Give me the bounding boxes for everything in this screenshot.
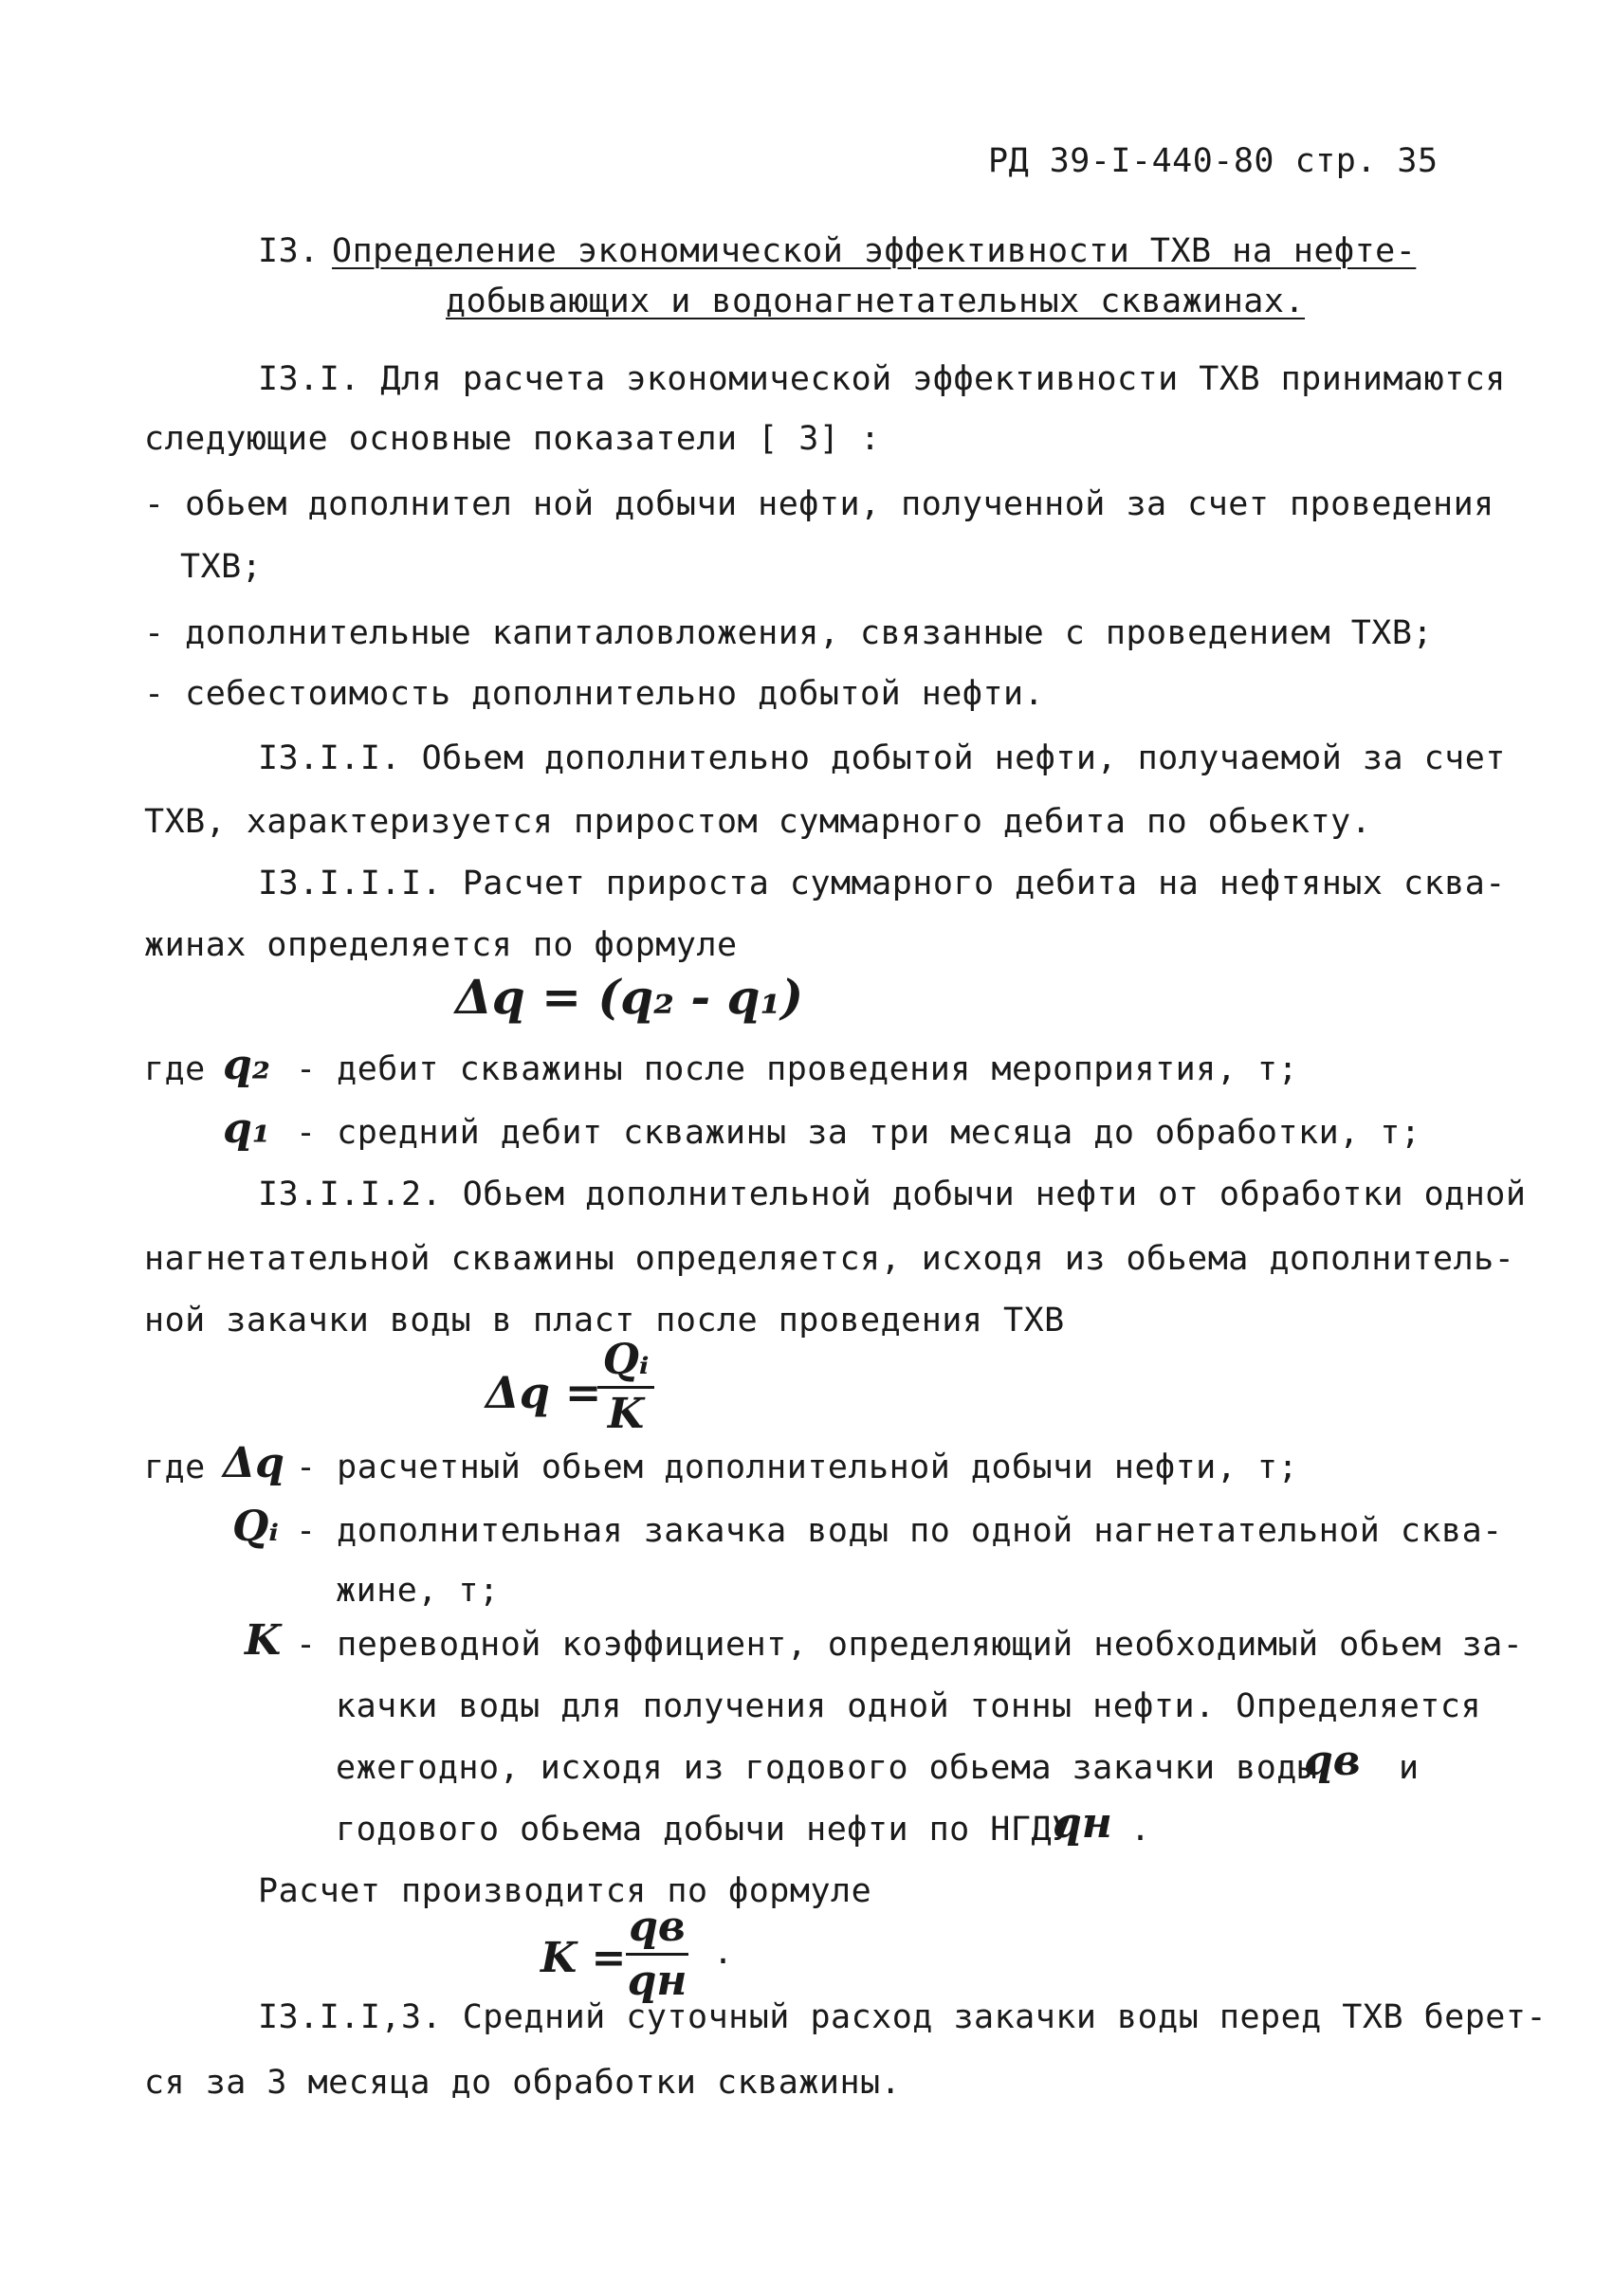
paragraph-13-1-1-2-line-1: I3.I.I.2. Обьем дополнительной добычи нефти от обработки одной	[258, 1175, 1527, 1213]
paragraph-13-1-1-3-line-2: ся за 3 месяца до обработки скважины.	[144, 2064, 902, 2102]
definition-k-line-4: годового обьема добычи нефти по НГДУ	[336, 1811, 1072, 1849]
formula-delta-q-injection-fraction	[597, 1337, 654, 1438]
bullet-1-line-2: ТХВ;	[180, 548, 263, 586]
bullet-2: - дополнительные капиталовложения, связанные с проведением ТХВ;	[144, 614, 1434, 652]
definition-k-line-3: ежегодно, исходя из годового обьема закачки воды	[336, 1749, 1318, 1787]
formula-k-lhs: K =	[541, 1934, 627, 1982]
paragraph-13-1-1-1-line-2: жинах определяется по формуле	[144, 926, 738, 964]
definition-q1: - средний дебит скважины за три месяца до обработки, т;	[296, 1114, 1421, 1152]
fraction-numerator-qi: Qᵢ	[602, 1336, 650, 1384]
definition-k-line-3-end: и	[1399, 1749, 1420, 1787]
symbol-k: K	[245, 1616, 282, 1665]
paragraph-13-1-1-2-line-2: нагнетательной скважины определяется, исходя из обьема дополнитель-	[144, 1240, 1515, 1278]
symbol-q1: q₁	[223, 1104, 271, 1153]
section-title-line-2: добывающих и водонагнетательных скважинах.	[446, 282, 1306, 320]
fraction-denominator-qn: qн	[627, 1957, 687, 2005]
paragraph-13-1-line-2: следующие основные показатели [ 3] :	[144, 420, 881, 458]
section-title-line-1: Определение экономической эффективности ТХВ на нефте-	[332, 232, 1417, 270]
formula-k-end: .	[713, 1934, 734, 1972]
paragraph-13-1-1-2-line-3: ной закачки воды в пласт после проведения ТХВ	[144, 1302, 1065, 1339]
document-reference: РД 39-I-440-80 стр. 35	[988, 142, 1439, 180]
symbol-qv: qв	[1304, 1737, 1361, 1785]
fraction-numerator-qv: qв	[629, 1903, 686, 1951]
definition-k-line-4-end: .	[1130, 1811, 1151, 1849]
bullet-3: - себестоимость дополнительно добытой нефти.	[144, 675, 1045, 713]
fraction-bar	[597, 1386, 654, 1389]
definition-q2: - дебит скважины после проведения мероприятия, т;	[296, 1050, 1299, 1088]
paragraph-13-1-1-1-line-1: I3.I.I.I. Расчет прироста суммарного дебита на нефтяных сква-	[258, 865, 1506, 902]
paragraph-13-1-1-line-2: ТХВ, характеризуется приростом суммарного дебита по обьекту.	[144, 803, 1372, 841]
symbol-q2: q₂	[223, 1041, 271, 1089]
fraction-bar-k	[626, 1953, 688, 1956]
formula-delta-q-injection-lhs: Δq =	[486, 1367, 602, 1418]
paragraph-13-1-1-line-1: I3.I.I. Обьем дополнительно добытой нефти, получаемой за счет	[258, 739, 1506, 777]
fraction-denominator-k: K	[607, 1390, 645, 1438]
symbol-qi: Qᵢ	[232, 1503, 279, 1551]
where-label-1: где	[144, 1050, 206, 1088]
calculation-intro: Расчет производится по формуле	[258, 1872, 872, 1910]
symbol-delta-q: Δq	[223, 1439, 284, 1487]
definition-qi-line-2: жине, т;	[336, 1572, 500, 1610]
definition-qi-line-1: - дополнительная закачка воды по одной нагнетательной сква-	[296, 1512, 1503, 1550]
formula-k-fraction	[626, 1904, 688, 2005]
bullet-1-line-1: - обьем дополнител ной добычи нефти, полученной за счет проведения	[144, 485, 1494, 523]
paragraph-13-1-line-1: I3.I. Для расчета экономической эффективности ТХВ принимаются	[258, 360, 1506, 398]
definition-k-line-2: качки воды для получения одной тонны нефти. Определяется	[336, 1687, 1482, 1725]
where-label-2: где	[144, 1449, 206, 1486]
definition-delta-q: - расчетный обьем дополнительной добычи нефти, т;	[296, 1449, 1299, 1486]
definition-k-line-1: - переводной коэффициент, определяющий необходимый обьем за-	[296, 1626, 1524, 1664]
formula-delta-q-wells: Δq = (q₂ - q₁)	[455, 969, 804, 1025]
section-number: I3.	[258, 232, 320, 270]
paragraph-13-1-1-3-line-1: I3.I.I,3. Средний суточный расход закачки воды перед ТХВ берет-	[258, 1998, 1548, 2036]
symbol-qn: qн	[1053, 1799, 1112, 1848]
